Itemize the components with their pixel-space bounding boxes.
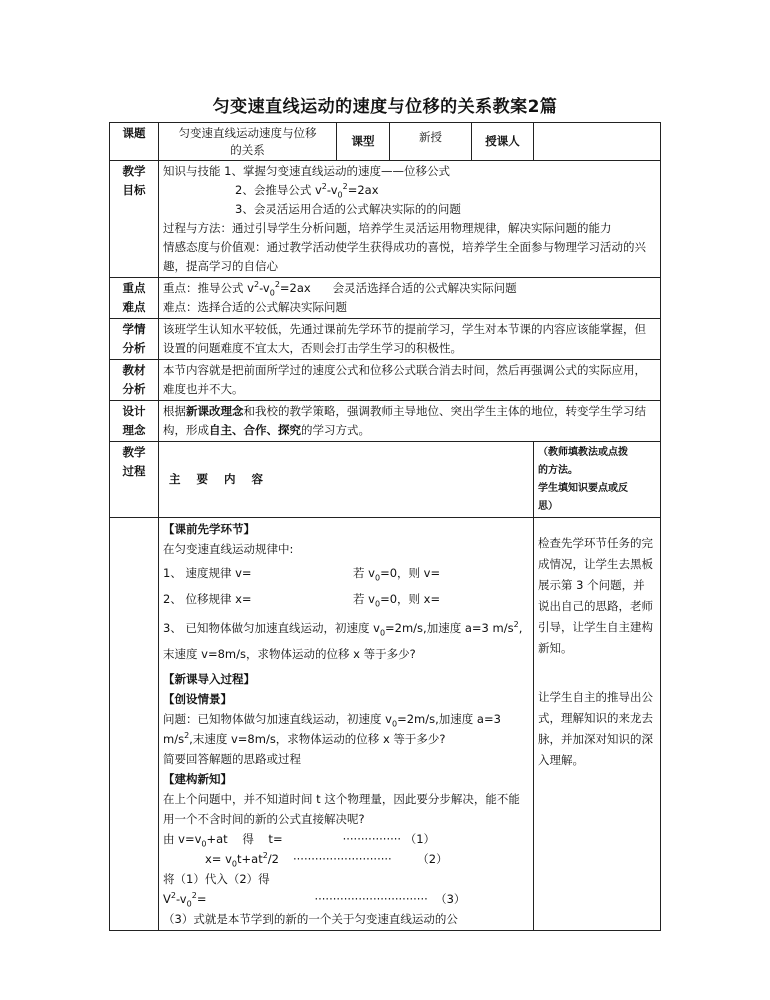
goals-content: 知识与技能 1、掌握匀变速直线运动的速度——位移公式 2、会推导公式 $v^2-v_0^2=2ax$ 3、会灵活运用合适的公式解决实际的的问题 过程与方法：通过引导学生分析问题，培养学生灵活运用物理规律，解决实际问题的能力 情感态度与价值观：通过教学活动使学生获得成功的喜悦，培养学生全面参与物理学习活动的兴趣，提高学习的自信心 bbox=[159, 161, 661, 278]
goals-row bbox=[110, 161, 661, 278]
ke-ti-value: 匀变速直线运动速度与位移 的关系 bbox=[159, 123, 337, 161]
students-label: 学情 分析 bbox=[110, 319, 159, 360]
shou-ke-ren-value bbox=[534, 123, 661, 161]
design-content: 根据新课改理念和我校的教学策略，强调教师主导地位、突出学生主体的地位，转变学生学习结构，形成自主、合作、探究的学习方式。 bbox=[159, 401, 661, 442]
ke-xing-label: 课型 bbox=[337, 123, 390, 161]
students-content: 该班学生认知水平较低，先通过课前先学环节的提前学习，学生对本节课的内容应该能掌握，但设置的问题难度不宜太大，否则会打击学生学习的积极性。 bbox=[159, 319, 661, 360]
design-label: 设计 理念 bbox=[110, 401, 159, 442]
ke-xing-value: 新授 bbox=[390, 123, 472, 161]
keypoints-row bbox=[110, 278, 661, 319]
material-content: 本节内容就是把前面所学过的速度公式和位移公式联合消去时间，然后再强调公式的实际应用，难度也并不大。 bbox=[159, 360, 661, 401]
lesson-plan-table bbox=[109, 122, 661, 931]
students-row bbox=[110, 319, 661, 360]
main-content-row bbox=[110, 518, 661, 931]
main-content: 【课前先学环节】 在匀变速直线运动规律中: 1、 速度规律 v= 若 $v_0=0$，则 v= 2、 位移规律 x= 若 $v_0=0$，则 x= 3、 已知物体做匀加速直线运动，初速度 $v_0=2m/s$,加速度 a=3 $m/s^2$,末速度 v=8m/s，求物体运动的位移 x 等于多少? 【新课导入过程】 【创设情景】 问题：已知物体做匀加速直线运动，初速度 $v_0=2m/s$,加速度 a=3 $m/s^2$,末速度 v=8m/s，求物体运动的位移 x 等于多少? 简要回答解题的思路或过程 【建构新知】 在上个问题中，并不知道时间 t 这个物理量，因此要分步解决，能不能用一个不含时间的新的公式直接解决呢? 由 $v=v_0+at$ 得 t= ················ （1） $x= v_0t+at^2/2$ ··························· （2） 将（1）代入（2）得 $V^2-v_0^2=$ ······························· （3） （3）式就是本节学到的新的一个关于匀变速直线运动的公 bbox=[159, 518, 534, 931]
teaching-notes: 检查先学环节任务的完成情况，让学生去黑板展示第 3 个问题，并说出自己的思路，老师引导，让学生自主建构新知。 让学生自主的推导出公式，理解知识的来龙去脉，并加深对知识的深入理解。 bbox=[534, 518, 661, 931]
goals-label: 教学 目标 bbox=[110, 161, 159, 278]
keypoints-content: 重点：推导公式 $v^2-v_0^2=2ax$ 会灵活选择合适的公式解决实际问题 难点：选择合适的公式解决实际问题 bbox=[159, 278, 661, 319]
material-row bbox=[110, 360, 661, 401]
shou-ke-ren-label: 授课人 bbox=[472, 123, 534, 161]
teacher-student-notes-heading: （教师填教法或点拨 的方法。 学生填知识要点或反 思） bbox=[534, 442, 661, 518]
ke-ti-label: 课题 bbox=[110, 123, 159, 161]
keypoints-label: 重点 难点 bbox=[110, 278, 159, 319]
header-row bbox=[110, 123, 661, 161]
document-title: 匀变速直线运动的速度与位移的关系教案2篇 bbox=[212, 97, 558, 117]
process-header-row bbox=[110, 442, 661, 518]
process-label: 教学 过程 bbox=[110, 442, 159, 518]
main-content-heading: 主 要 内 容 bbox=[159, 442, 534, 518]
material-label: 教材 分析 bbox=[110, 360, 159, 401]
design-row bbox=[110, 401, 661, 442]
content-empty-cell bbox=[110, 518, 159, 931]
